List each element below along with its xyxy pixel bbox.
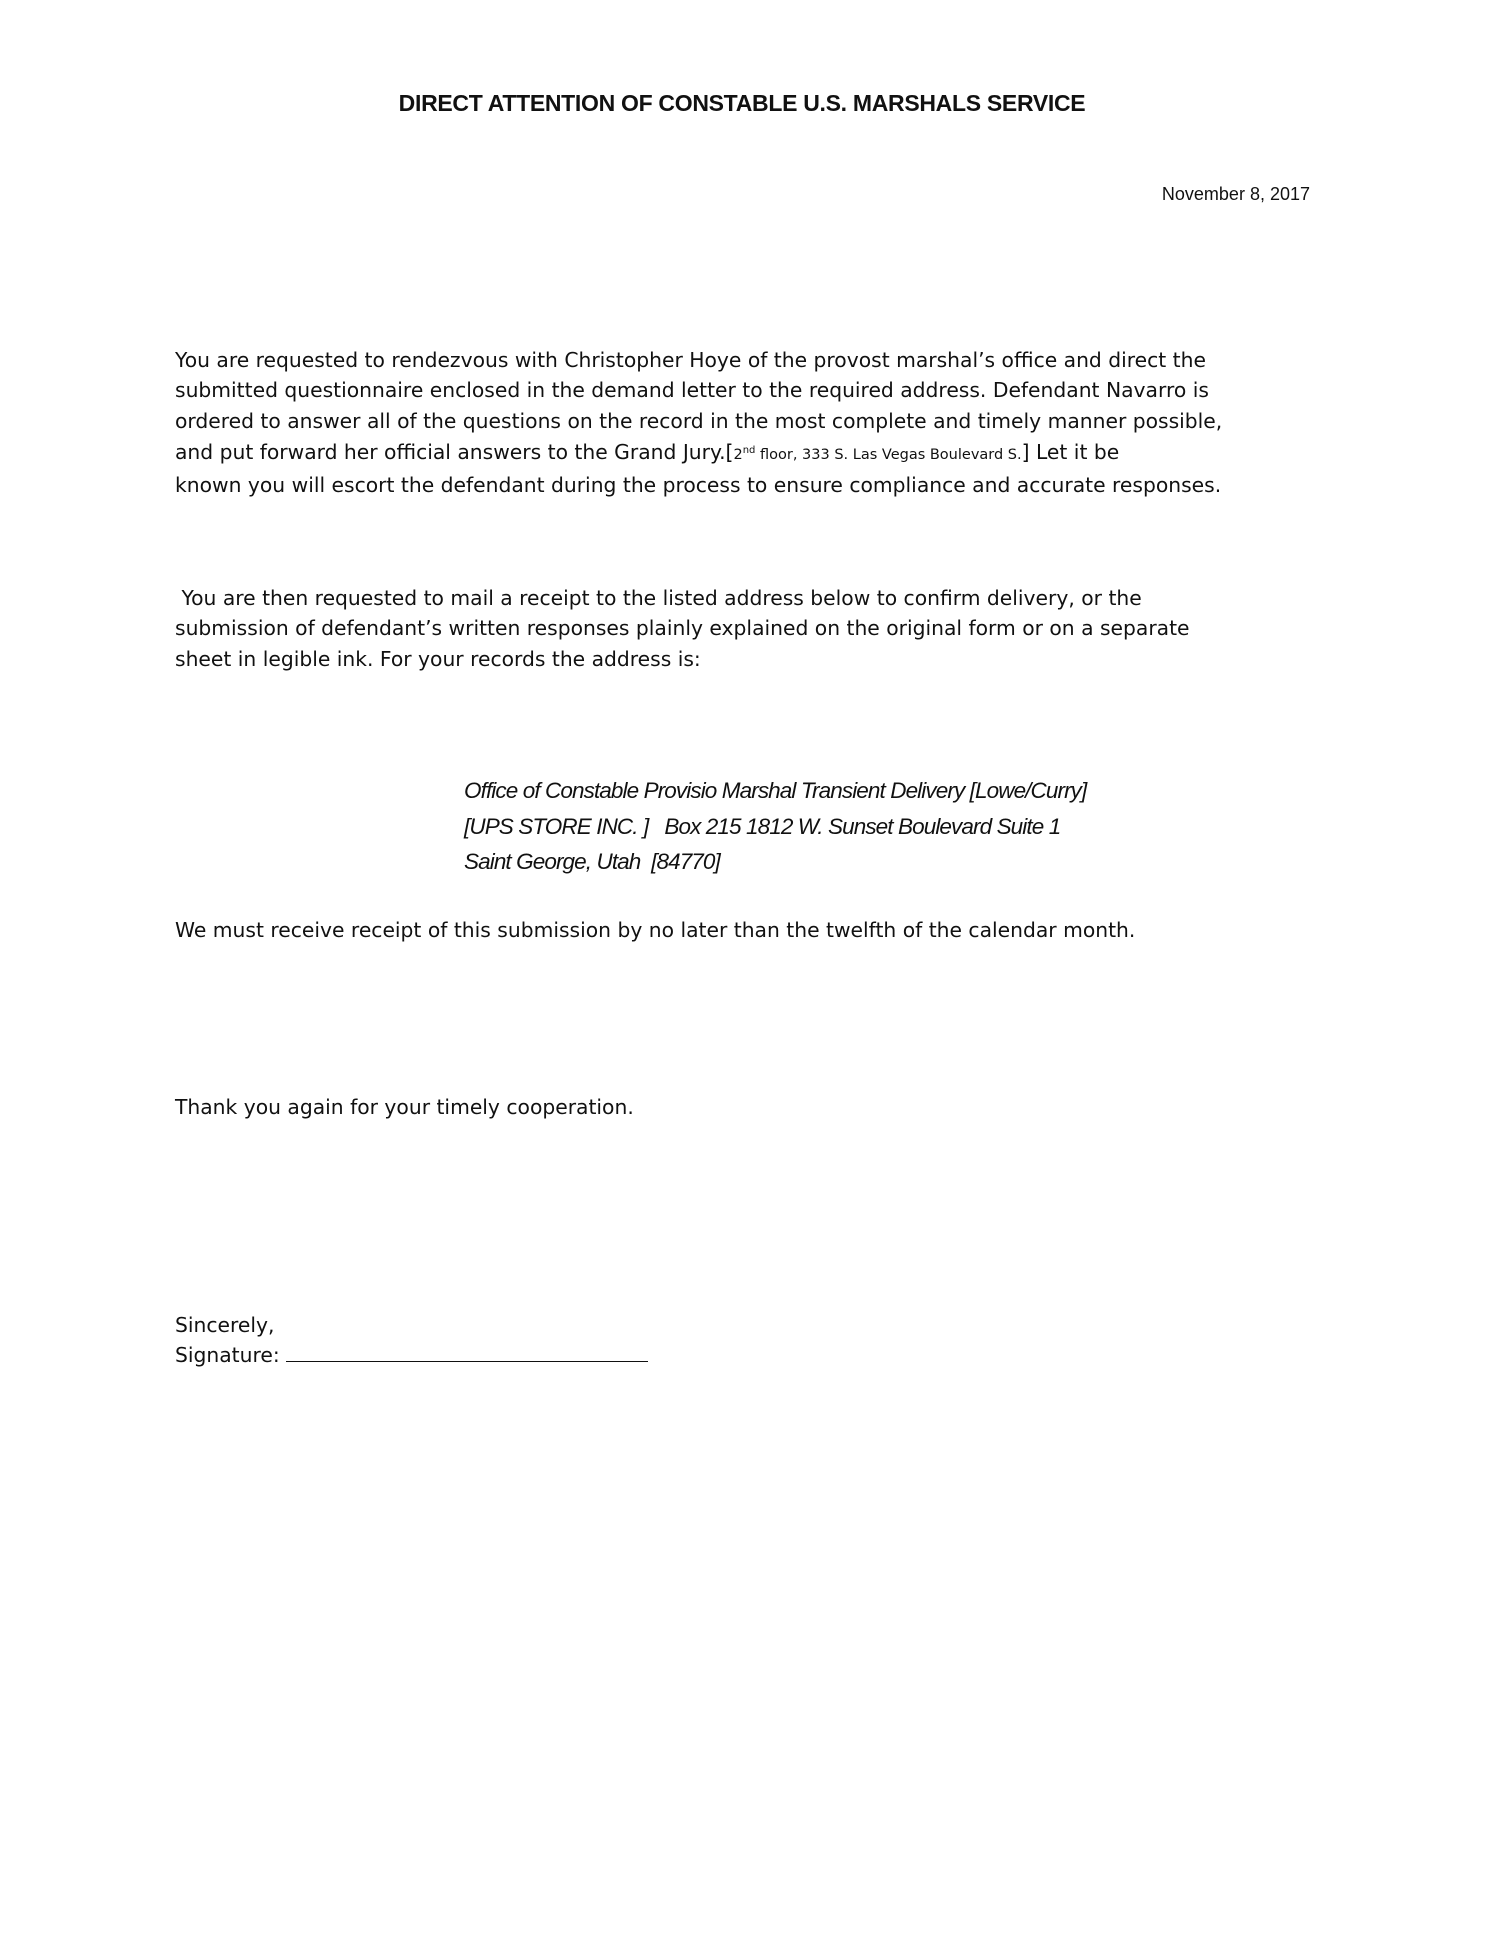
letter-date: November 8, 2017 <box>1161 184 1310 204</box>
signature-label: Signature: <box>175 1343 280 1368</box>
address-line: Office of Constable Provisio Marshal Transient Delivery [Lowe/Curry] <box>464 778 1087 803</box>
closing-text: Sincerely, <box>175 1313 275 1337</box>
text: floor, <box>755 446 798 463</box>
thanks-text <box>175 1092 1325 1122</box>
text-line <box>175 436 1325 470</box>
text-line: submitted questionnaire enclosed in the demand letter to the required address. Defendant Navarro is <box>175 378 1209 403</box>
text-line: ordered to answer all of the questions on the record in the most complete and timely manner possible, <box>175 408 1223 433</box>
text-line: You are then requested to mail a receipt to the listed address below to confirm delivery, or the <box>175 586 1142 610</box>
text-line: We must receive receipt of this submission by no later than the twelfth of the calendar month. <box>175 918 1136 942</box>
text: ] Let it be <box>1021 439 1120 464</box>
text-line: You are requested to rendezvous with Christopher Hoye of the provost marshal’s office and direct the <box>175 348 1206 372</box>
paragraph-request <box>175 345 1325 500</box>
deadline-text <box>175 915 1325 945</box>
signature-field[interactable] <box>286 1341 648 1362</box>
signature-block <box>175 1310 1325 1371</box>
text-line: submission of defendant’s written responses plainly explained on the original form or on a separate <box>175 616 1190 641</box>
floor-text <box>733 444 798 463</box>
text: and put forward her official answers to the Grand Jury.[ <box>175 439 734 464</box>
superscript: nd <box>742 444 756 456</box>
letter-title: DIRECT ATTENTION OF CONSTABLE U.S. MARSHALS SERVICE <box>398 90 1086 116</box>
address-line: Saint George, Utah [84770] <box>464 849 720 874</box>
text: 2 <box>733 446 743 463</box>
signature-line <box>175 1340 1325 1370</box>
text-line: known you will escort the defendant during the process to ensure compliance and accurate responses. <box>175 473 1222 498</box>
paragraph-receipt <box>175 583 1325 674</box>
mailing-address <box>464 773 1086 880</box>
text-line: Thank you again for your timely cooperation. <box>175 1095 634 1119</box>
text-line: sheet in legible ink. For your records the address is: <box>175 646 701 671</box>
address-line: [UPS STORE INC. ] Box 215 1812 W. Sunset Boulevard Suite 1 <box>464 813 1061 839</box>
inline-address: 333 S. Las Vegas Boulevard S. <box>797 446 1022 463</box>
